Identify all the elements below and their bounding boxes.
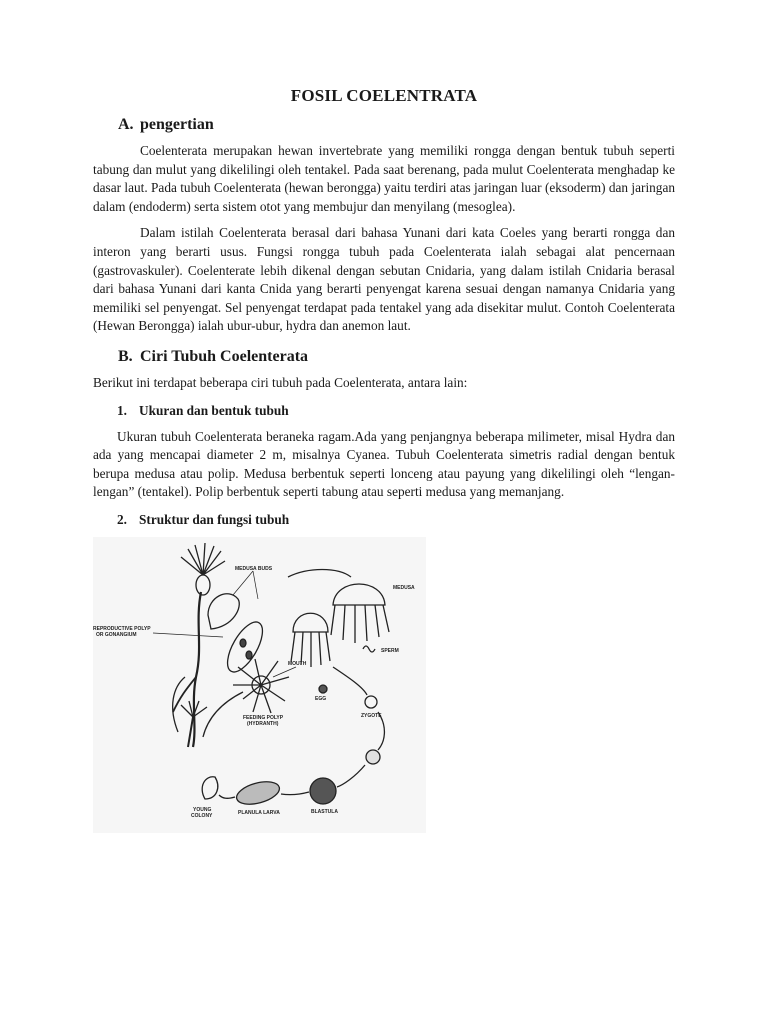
label-young: YOUNG xyxy=(193,806,212,813)
label-zygote: ZYGOTE xyxy=(361,712,382,719)
label-mouth: MOUTH xyxy=(288,660,307,667)
young-colony-shape xyxy=(202,777,218,799)
cleavage-shape xyxy=(366,750,380,764)
document-title: FOSIL COELENTRATA xyxy=(290,86,478,105)
label-medusa-buds: MEDUSA BUDS xyxy=(235,565,273,572)
top-polyp xyxy=(181,543,225,595)
section-b-title: Ciri Tubuh Coelenterata xyxy=(140,347,309,365)
label-medusa: MEDUSA xyxy=(393,584,415,591)
zygote-shape xyxy=(365,696,377,708)
item-2-title: Struktur dan fungsi tubuh xyxy=(139,511,290,527)
label-feeding-polyp: FEEDING POLYP xyxy=(243,714,284,721)
arrow-planula-to-colony xyxy=(219,795,235,798)
label-planula-larva: PLANULA LARVA xyxy=(238,809,280,816)
item-1-title: Ukuran dan bentuk tubuh xyxy=(139,402,289,418)
item-1-paragraph: Ukuran tubuh Coelenterata beraneka ragam.Ada yang penjangnya beberapa milimeter, misal Hydra dan ada yang mencapai diameter 2 m, misalnya Cyanea. Tubuh Coelenterata simetris radial dengan bentuk berupa medusa atau polip. Medusa berbentuk seperti lonceng atau payung yang dikelilingi oleh “lengan-lengan” (tentakel). Polip berbentuk seperti tabung atau seperti medusa yang memanjang. xyxy=(93,428,675,500)
section-a-title: pengertian xyxy=(140,116,214,133)
document-page xyxy=(93,86,675,833)
arrow-medusa-to-zygote xyxy=(333,667,367,695)
label-gonangium: OR GONANGIUM xyxy=(96,631,137,638)
arrow-colony-growth xyxy=(173,677,185,732)
section-b-number: B. xyxy=(118,347,133,365)
gonangium xyxy=(208,594,269,677)
leader-medusa-buds xyxy=(233,571,258,599)
colony-stalk xyxy=(193,592,201,747)
arrow-bud-to-medusa xyxy=(288,569,351,577)
label-colony: COLONY xyxy=(191,812,213,819)
large-medusa xyxy=(331,584,389,643)
leader-mouth xyxy=(273,667,296,677)
item-1-number: 1. xyxy=(117,402,127,418)
section-a-paragraph-1: Coelenterata merupakan hewan invertebrate yang memiliki rongga dengan bentuk tubuh seperti tabung dan mulut yang dikelilingi oleh tentakel. Pada saat berenang, pada mulut Coelenterata menghadap ke dasar laut. Pada tubuh Coelenterata (hewan berongga) yaitu terdiri atas jaringan luar (eksoderm) dan jaringan dalam (endoderm) serta sistem otot yang membujur dan menyilang (mesoglea). xyxy=(93,143,675,214)
label-blastula: BLASTULA xyxy=(311,808,338,815)
arrow-blastula-to-planula xyxy=(281,792,309,795)
label-hydranth: (HYDRANTH) xyxy=(247,720,279,727)
section-a-heading xyxy=(118,116,675,134)
label-reproductive-polyp: REPRODUCTIVE POLYP xyxy=(93,625,151,632)
section-a-paragraph-2: Dalam istilah Coelenterata berasal dari bahasa Yunani dari kata Coeles yang berarti rongga dan interon yang berarti usus. Fungsi rongga tubuh pada Coelenterata ialah sebagai alat pencernaan (gastrovaskuler). Coelenterate lebih dikenal dengan sebutan Cnidaria, yang dalam istilah Cnidaria berasal dari bahasa Yunani dari kanta Cnida yang berarti penyengat karena sesuai dengan namanya Cnidaria yang memiliki sel penyengat. Sel penyengat terdapat pada tentakel yang ada disekitar mulut. Contoh Coelenterata (Hewan Berongga) ialah ubur-ubur, hydra dan anemon laut. xyxy=(93,225,675,334)
sperm-shape xyxy=(363,646,375,652)
small-medusa xyxy=(291,613,330,667)
label-sperm: SPERM xyxy=(381,647,399,654)
blastula-shape xyxy=(310,778,336,804)
life-cycle-diagram xyxy=(93,537,426,833)
egg-shape xyxy=(319,685,327,693)
item-2-number: 2. xyxy=(117,511,127,527)
label-egg: EGG xyxy=(315,695,327,702)
section-a-number: A. xyxy=(118,116,134,133)
leader-gonangium xyxy=(153,633,223,637)
item-2-heading xyxy=(117,512,675,528)
section-b-intro: Berikut ini terdapat beberapa ciri tubuh pada Coelenterata, antara lain: xyxy=(93,374,468,390)
section-b-heading xyxy=(118,348,675,366)
life-cycle-figure xyxy=(93,537,426,833)
arrow-cleavage-to-blastula xyxy=(337,765,365,787)
planula-shape xyxy=(234,778,282,809)
colony-branch xyxy=(173,677,196,712)
item-1-heading xyxy=(117,403,675,419)
